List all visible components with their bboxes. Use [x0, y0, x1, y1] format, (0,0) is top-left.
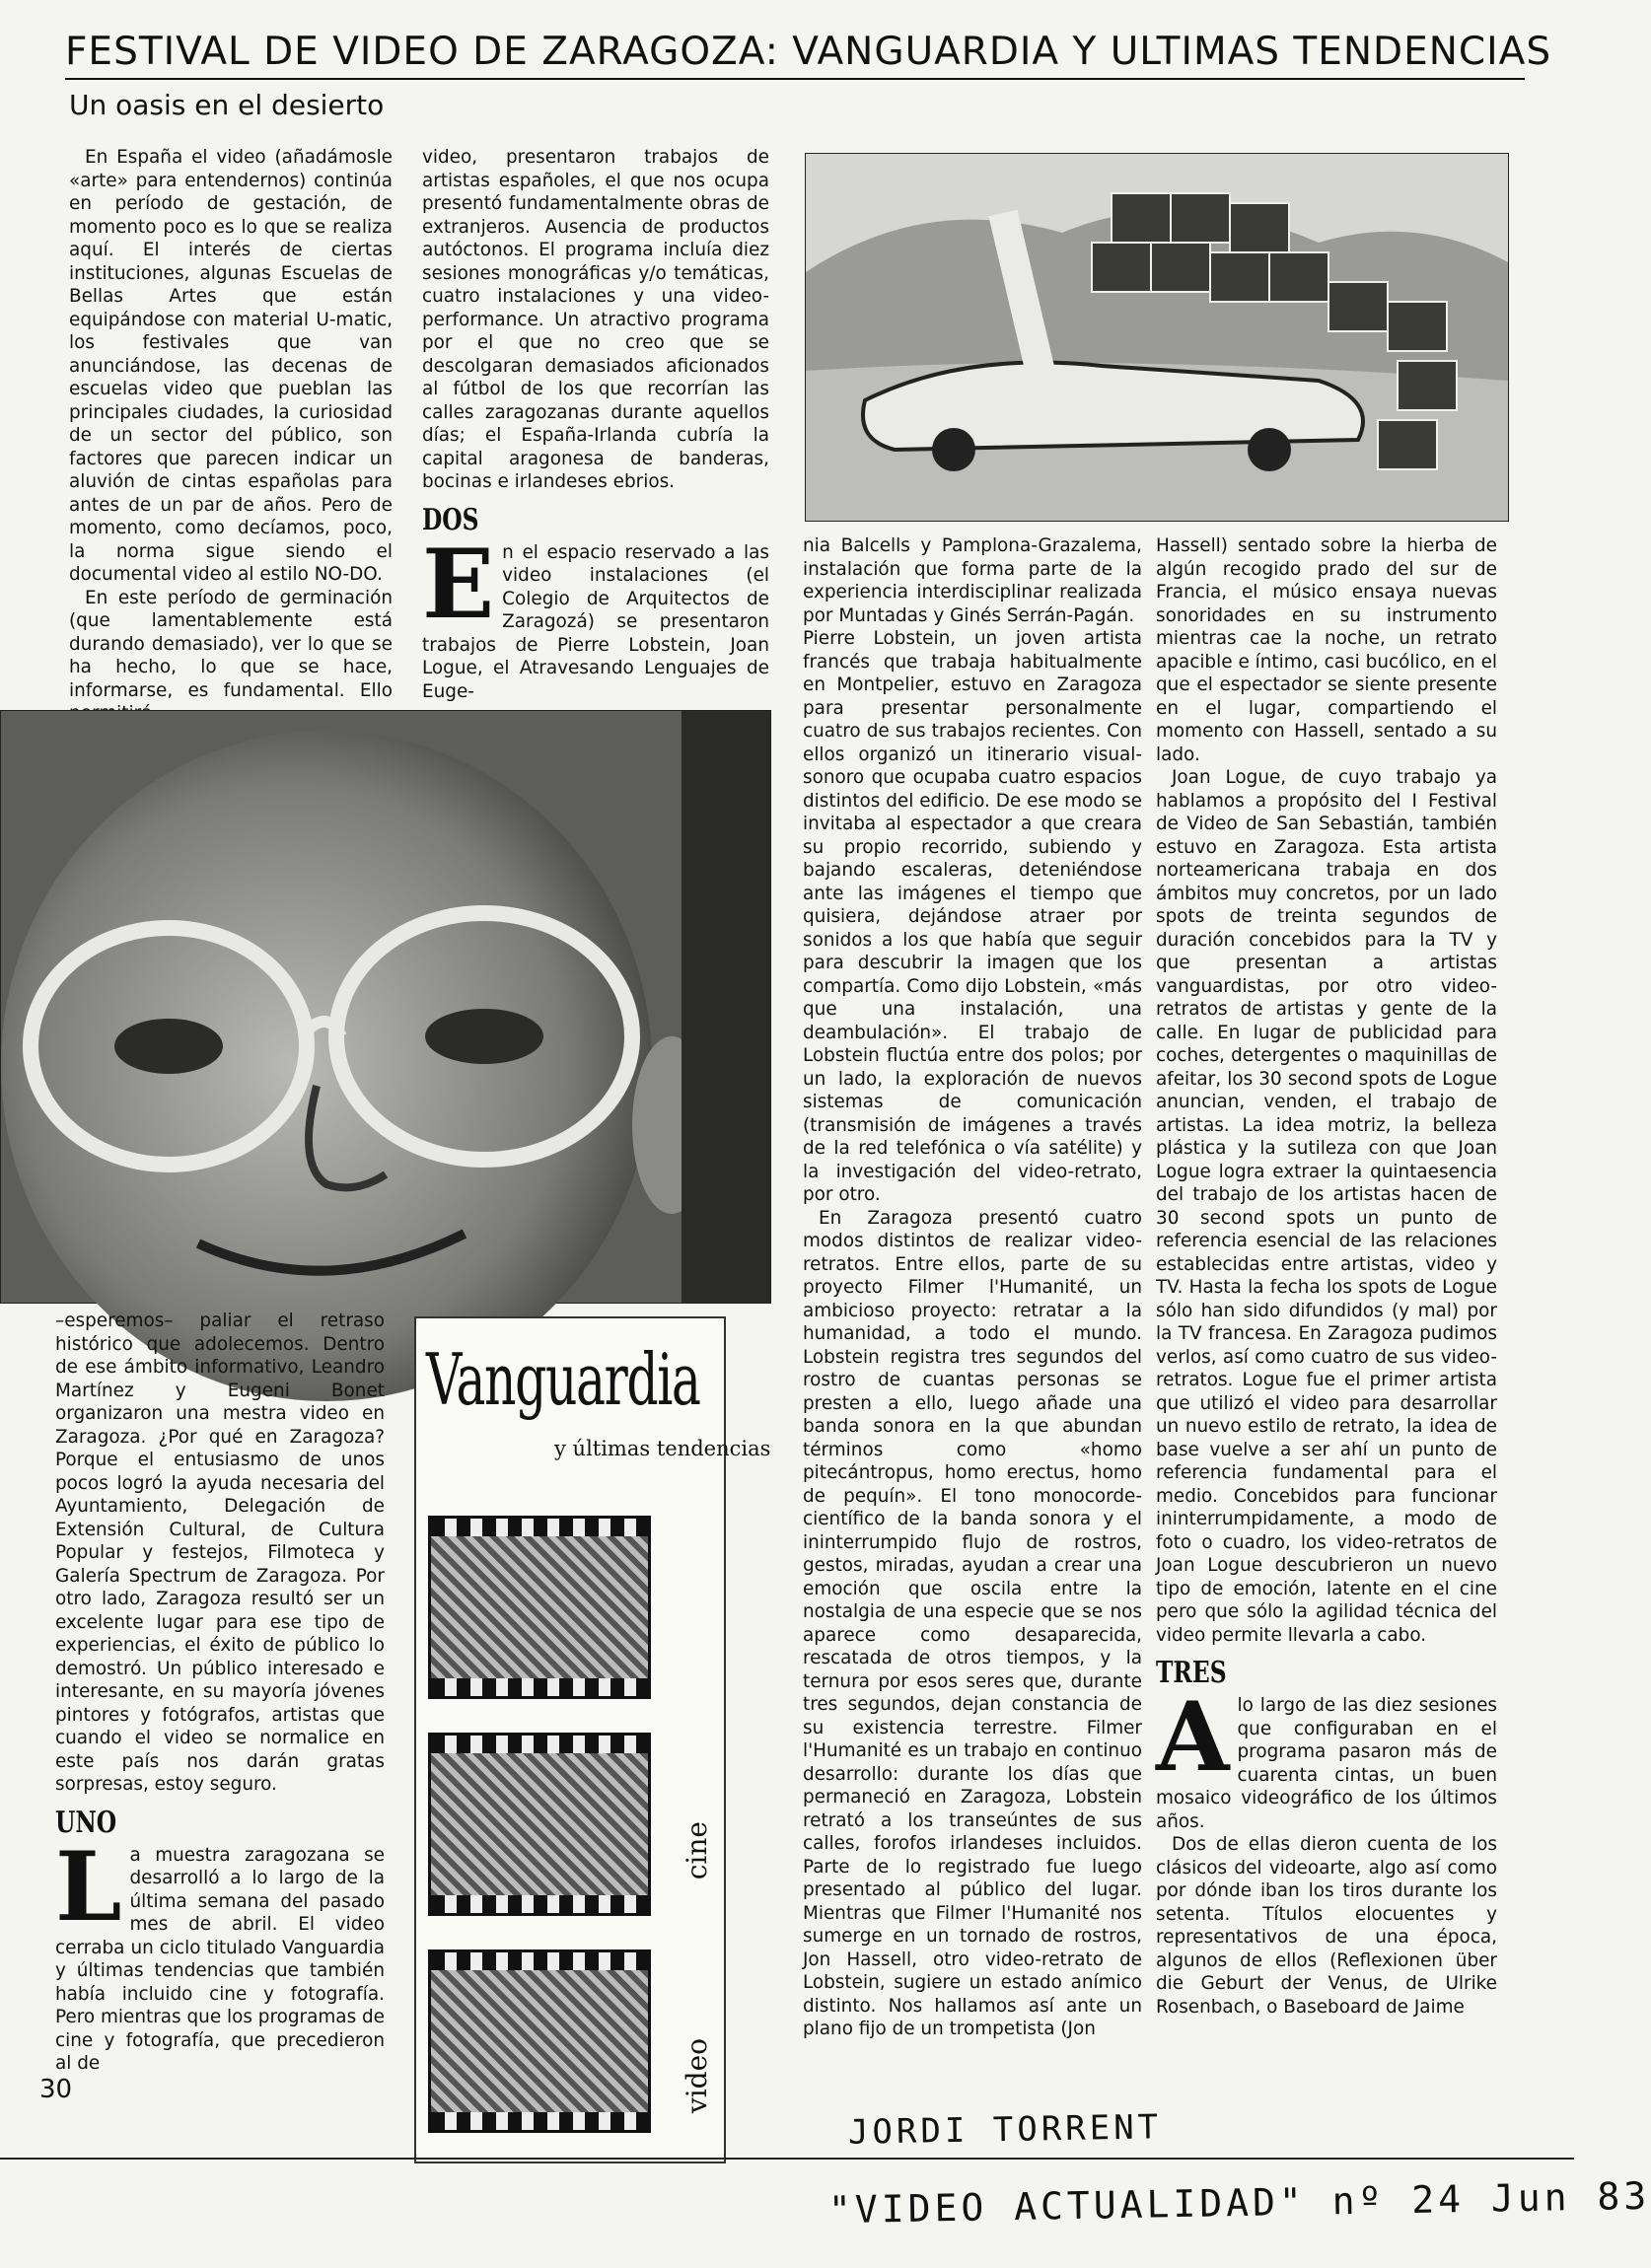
- paragraph: En España el video (añadámosle «arte» para entendernos) continúa en período de gestación, de momento poco es lo que se realiza aquí. El interés de ciertas instituciones, algunas Escuelas de Bellas Artes que están equipándose con material U-matic, los festivales que van anunciándose, las decenas de escuelas video que pueblan las principales ciudades, la curiosidad de un sector del público, son factores que parecen indicar un aluvión de cintas españolas para antes de un par de años. Pero de momento, como decíamos, poco, la norma sigue siendo el documental video al estilo NO-DO.: [69, 147, 393, 585]
- poster-subtitle: y últimas tendencias: [554, 1437, 771, 1460]
- paragraph-tres: Alo largo de las diez sesiones que configuraban en el programa pasaron más de cuarenta cintas, un buen mosaico videográfico de los últimos años.: [1156, 1681, 1497, 1832]
- handwritten-author: JORDI TORRENT: [847, 2107, 1163, 2153]
- handwritten-source: "VIDEO ACTUALIDAD" nº 24 Jun 83: [827, 2173, 1651, 2233]
- filmstrip-image: [428, 1733, 651, 1916]
- paragraph: –esperemos– paliar el retraso histórico que adolecemos. Dentro de ese ámbito informativo, Leandro Martínez y Eugeni Bonet organizaron una mestra video en Zaragoza. ¿Por qué en Zaragoza? Porque el entusiasmo de unos pocos logró la ayuda necesaria del Ayuntamiento, Delegación de Extensión Cultural, de Cultura Popular y festejos, Filmoteca y Galería Spectrum de Zaragoza. Por otro lado, Zaragoza resultó ser un excelente lugar para ese tipo de experiencias, el éxito de público lo demostró. Un público interesado e interesante, en su mayoría jóvenes pintores y fotógrafos, artistas que cuando el video se normalice en este país nos darán gratas sorpresas, estoy seguro.: [55, 1311, 385, 1795]
- paragraph: Hassell) sentado sobre la hierba de algún recogido prado del sur de Francia, el músico ensaya nuevas sonoridades en su instrumento mientras cae la noche, un retrato apacible e íntimo, casi bucólico, en el que el espectador se siente presente en el lugar, compartiendo el momento con Hassell, sentado a su lado.: [1156, 535, 1497, 765]
- page-number: 30: [39, 2075, 73, 2104]
- poster-label-video: video: [681, 2038, 713, 2114]
- poster-label-cine: cine: [681, 1821, 713, 1880]
- paragraph-uno: La muestra zaragozana se desarrolló a lo largo de la última semana del pasado mes de abril. El video cerraba un ciclo titulado Vanguardia y últimas tendencias que también había incluido cine y fotografía. Pero mientras que los programas de cine y fotografía, que precedieron al de: [55, 1830, 385, 2074]
- column-2-top: [422, 146, 769, 702]
- section-heading-dos: DOS: [422, 502, 479, 537]
- column-1-top: [69, 146, 393, 701]
- paragraph: En este período de germinación (que lamentablemente está durando demasiado), ver lo que se ha hecho, lo que se hace, informarse, es fundamental. Ello: [69, 587, 393, 701]
- paragraph: Dos de ellas dieron cuenta de los clásicos del videoarte, algo así como por dónde iban los tiros durante los setenta. Títulos elocuentes y representativos de una época, algunos de ellos (Reflexionen über die Geburt der Venus, de Ulrike Rosenbach, o Baseboard de Jaime: [1156, 1834, 1497, 2018]
- column-left-bottom: [55, 1310, 385, 2098]
- festival-poster: [414, 1316, 771, 2163]
- headline: FESTIVAL DE VIDEO DE ZARAGOZA: VANGUARDIA Y ULTIMAS TENDENCIAS: [65, 30, 1525, 80]
- filmstrip-image: [428, 1949, 651, 2133]
- drop-cap: L: [55, 1830, 122, 1943]
- section-heading-tres: TRES: [1156, 1656, 1227, 1690]
- column-3: [803, 534, 1142, 2063]
- paragraph: Joan Logue, de cuyo trabajo ya hablamos a propósito del I Festival de Video de San Sebastián, también estuvo en Zaragoza. Esta artista norteamericana trabaja en dos ámbitos muy concretos, por un lado spots de treinta segundos de duración concebidos para la TV y que presentan a artistas vanguardistas, por otro video-retratos de artistas y gente de la calle. En lugar de publicidad para coches, detergentes o maquinillas de afeitar, los 30 second spots de Logue anuncian, venden, el trabajo de artistas. La idea motriz, la belleza plástica y la sutileza con que Joan Logue logra extraer la quintaesencia del trabajo de los artistas hacen de 30 second spots un punto de referencia esencial de las relaciones establecidas entre artistas, video y TV. Hasta la fecha los spots de Logue sólo han sido difundidos (y mal) por la TV francesa. En Zaragoza pudimos verlos, así como cuatro de sus video-retratos. Logue fue el primer artista que utilizó el video para desarrollar un nuevo estilo de retrato, la idea de base vuelve a ser ahí un punto de referencia fundamental para el medio. Concebidos para funcionar ininterrumpidamente, a modo de foto o cuadro, los video-retratos de Joan Logue descubrieron un nuevo tipo de emoción, latente en el cine pero que sólo la agilidad técnica del video permite llevarla a cabo.: [1156, 767, 1497, 1646]
- subhead: Un oasis en el desierto: [69, 89, 385, 121]
- paragraph: En Zaragoza presentó cuatro modos distintos de realizar video-retratos. Entre ellos, parte de su proyecto Filmer l'Humanité, un ambicioso proyecto: retratar a la humanidad, a todo el mundo. Lobstein registra tres segundos del rostro de cuantas personas se presten a ello, luego añade una banda sonora en la que abundan términos como «homo pitecántropus, homo erectus, homo de pequín». El tono monocorde-científico de la banda sonora y el ininterrumpido flujo de rostros, gestos, miradas, ayudan a crear una emoción que oscila entre la nostalgia de una especie que se nos aparece como desaparecida, rescatada de otros tiempos, y la ternura por esos seres que, durante tres segundos, dejan constancia de su existencia terrestre. Filmer l'Humanité es un trabajo en continuo desarrollo: durante los días que permaneció en Zaragoza, Lobstein retrató a los transeúntes de sus calles, forofos irlandeses incluidos. Parte de lo registrado fue luego presentado al público del lugar. Mientras que Filmer l'Humanité nos sumerge en un tornado de rostros, Jon Hassell, otro video-retrato de Lobstein, sugiere un estado anímico distinto. Nos hallamos así ante un plano fijo de un trompetista (Jon: [803, 1207, 1142, 2039]
- paragraph: Pierre Lobstein, un joven artista francés que trabaja habitualmente en Montpelier, estuvo en Zaragoza para presentar personalmente cuatro de sus trabajos recientes. Con ellos organizó un itinerario visual-sonoro que ocupaba cuatro espacios distintos del edificio. De ese modo se invitaba al espectador a que creara su propio recorrido, subiendo y bajando escaleras, deteniéndose ante las imágenes el tiempo que quisiera, dejándose atraer por sonidos a los que había que seguir para descubrir la imagen que los compartía. Como dijo Lobstein, «más que una instalación, una deambulación». El trabajo de Lobstein fluctúa entre dos polos; por un lado, la exploración de nuevos sistemas de comunicación (transmisión de imágenes a través de la red telefónica o vía satélite) y la investigación del video-retrato, por otro.: [803, 628, 1142, 1205]
- paragraph: video, presentaron trabajos de artistas españoles, el que nos ocupa presentó fundamentalmente obras de extranjeros. Ausencia de productos autóctonos. El programa incluía diez sesiones monográficas y/o temáticas, cuatro instalaciones y una video-performance. Un atractivo programa por el que no creo que se descolgaran demasiados aficionados al fútbol de los que recorrían las calles zaragozanas durante aquellos días; el España-Irlanda cubría la capital aragonesa de banderas, bocinas e irlandeses ebrios.: [422, 147, 769, 492]
- poster-title: Vanguardia: [426, 1338, 700, 1421]
- portrait-illustration: [1, 711, 770, 1303]
- portrait-photo: [0, 710, 771, 1304]
- filmstrip-image: [428, 1516, 651, 1699]
- footer-divider: [0, 2158, 1574, 2160]
- section-heading-uno: UNO: [55, 1805, 117, 1840]
- column-4: [1156, 534, 1497, 2063]
- paragraph: nia Balcells y Pamplona-Grazalema, instalación que forma parte de la experiencia interdisciplinar realizada por Muntadas y Ginés Serrán-Pagán.: [803, 535, 1142, 626]
- installation-illustration: [806, 154, 1508, 521]
- paragraph-dos: En el espacio reservado a las video instalaciones (el Colegio de Arquitectos de Zaragozá) se presentaron trabajos de Pierre Lobstein, Joan Logue, el Atravesando Lenguajes de Euge-: [422, 528, 769, 702]
- installation-photo: [805, 153, 1509, 522]
- drop-cap: A: [1156, 1681, 1230, 1793]
- drop-cap: E: [422, 528, 495, 640]
